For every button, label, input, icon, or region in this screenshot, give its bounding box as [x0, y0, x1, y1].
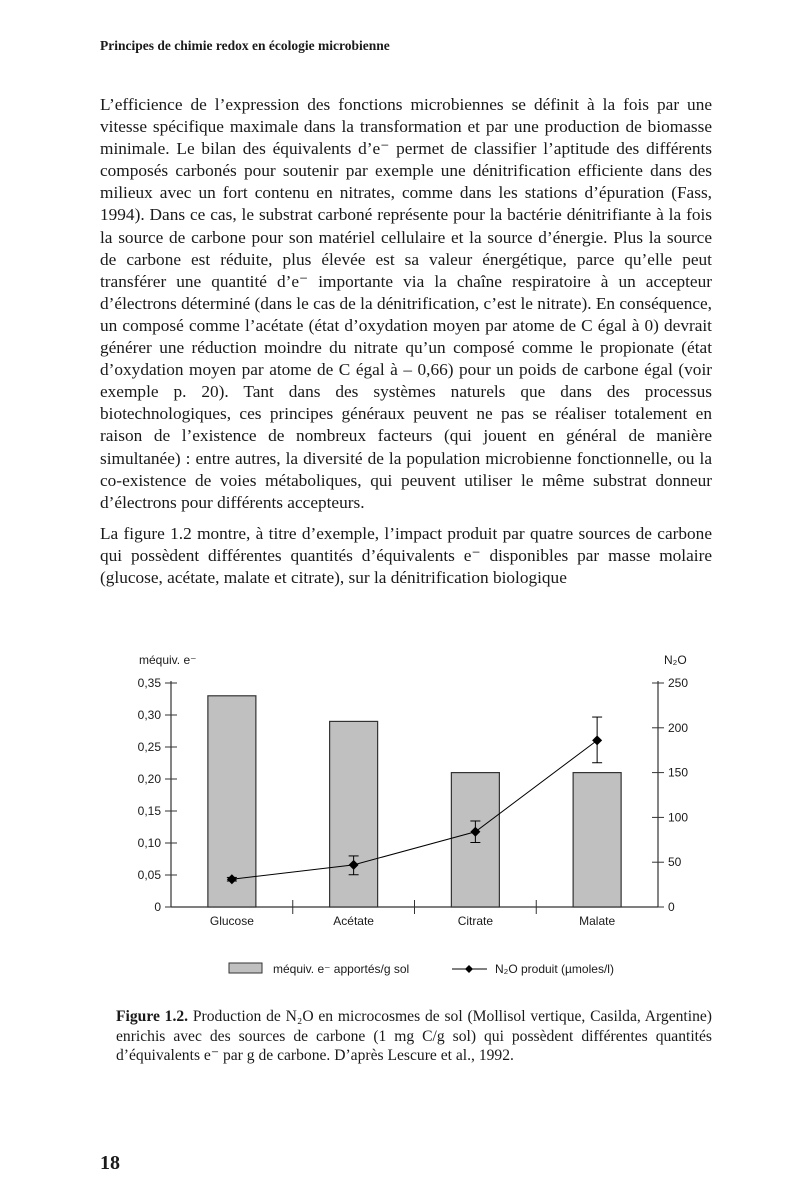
left-tick-label: 0,10 — [137, 836, 161, 850]
legend-diamond-icon — [465, 965, 473, 973]
left-tick-label: 0,20 — [137, 772, 161, 786]
left-tick-label: 0 — [154, 900, 161, 914]
running-head: Principes de chimie redox en écologie microbienne — [100, 38, 390, 53]
page-number: 18 — [100, 1152, 120, 1174]
right-tick-label: 100 — [668, 810, 689, 825]
right-tick-label: 250 — [668, 676, 689, 690]
body-text — [100, 94, 712, 598]
right-tick-label: 50 — [668, 855, 682, 870]
bar-acétate — [330, 721, 378, 907]
category-label: Acétate — [333, 914, 374, 928]
right-tick-label: 200 — [668, 720, 689, 735]
left-tick-label: 0,30 — [137, 708, 161, 722]
category-label: Malate — [579, 914, 616, 928]
category-label: Glucose — [209, 914, 254, 928]
paragraph-2: La figure 1.2 montre, à titre d’exemple, l’impact produit par quatre sources de carbone qui possèdent différentes quantités d’équivalents e⁻ disponibles par masse molaire (glucose, acétate, malate et citrate), sur la dénitrification biologique — [100, 523, 712, 587]
bar-malate — [573, 773, 621, 907]
right-tick-label: 150 — [668, 765, 689, 780]
caption-text: Production de N₂O en microcosmes de sol (Mollisol vertique, Casilda, Argentine) enrichis avec des sources de carbone (1 mg C/g sol) qui possèdent différentes quantités d’équivalents e⁻ par g de carbone. D’après Lescure et al., 1992. — [116, 1008, 712, 1064]
left-axis-label: méquiv. e⁻ — [139, 653, 197, 667]
n2o-line — [232, 740, 597, 879]
legend-line-label: N₂O produit (µmoles/l) — [495, 962, 614, 976]
right-axis-label: N₂O — [664, 653, 687, 667]
diamond-marker-icon — [592, 735, 602, 745]
left-tick-label: 0,15 — [137, 804, 161, 818]
right-tick-label: 0 — [668, 900, 675, 914]
paragraph-1: L’efficience de l’expression des fonctions microbiennes se définit à la fois par une vitesse spécifique maximale dans la transformation et par une production de biomasse minimale. Le bilan des équivalents d’e⁻ permet de classifier l’aptitude des différents composés carbonés pour soutenir par exemple une dénitrification efficiente dans des milieux avec un fort contenu en nitrates, comme dans les stations d’épuration (Fass, 1994). Dans ce cas, le substrat carboné représente pour la bactérie dénitrifiante à la fois la source de carbone pour son matériel cellulaire et la source d’énergie. Plus la source de carbone est réduite, plus élevée est sa valeur énergétique, parce qu’elle peut transférer une quantité d’e⁻ importante via la chaîne respiratoire à un accepteur d’électrons déterminé (dans le cas de la dénitrification, c’est le nitrate). En conséquence, un composé comme l’acétate (état d’oxydation moyen par atome de C égal à 0) devrait générer une réduction moindre du nitrate qu’un composé comme le propionate (état d’oxydation moyen par atome de C égal à – 0,66) pour un poids de carbone égal (voir exemple p. 20). Tant dans des systèmes naturels que dans des processus biotechnologiques, ces principes généraux peuvent ne pas se réaliser totalement en raison de l’existence de nombreux facteurs (qui jouent en général de manière simultanée) : entre autres, la diversité de la population microbienne fonctionnelle, ou la co-existence de voies métaboliques, qui peuvent utiliser le même substrat donneur d’électrons pour différents accepteurs. — [100, 95, 712, 512]
figure-chart — [0, 640, 800, 990]
category-label: Citrate — [457, 914, 494, 928]
caption-label: Figure 1.2. — [116, 1008, 189, 1025]
legend-bar-label: méquiv. e⁻ apportés/g sol — [273, 962, 410, 976]
left-tick-label: 0,05 — [137, 868, 161, 882]
chart-svg — [0, 640, 800, 990]
left-tick-label: 0,25 — [137, 740, 161, 754]
left-tick-label: 0,35 — [137, 676, 161, 690]
legend-bar-swatch — [229, 963, 262, 973]
figure-caption — [116, 1007, 712, 1066]
